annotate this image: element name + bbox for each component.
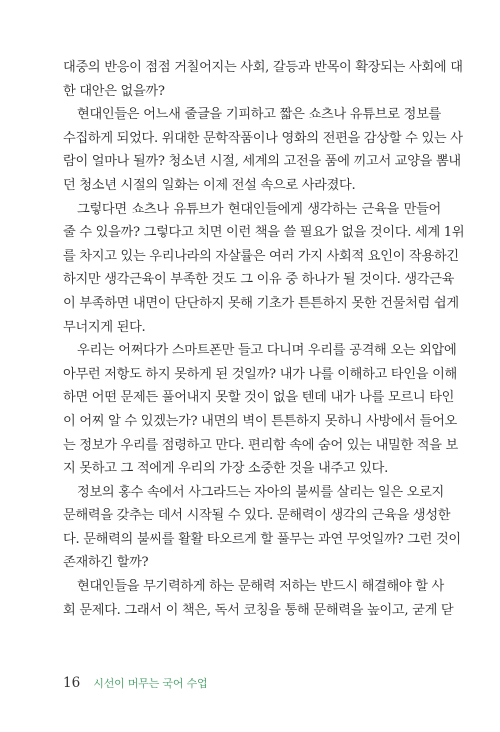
- text-line: 대중의 반응이 점점 거칠어지는 사회, 갈등과 반목이 확장되는 사회에 대: [63, 60, 463, 75]
- text-line: 현대인들은 어느새 줄글을 기피하고 짧은 쇼츠나 유튜브로 정보를: [77, 107, 441, 123]
- text-line: 문해력을 갖추는 데서 시작될 수 있다. 문해력이 생각의 근육을 생성한: [63, 508, 451, 524]
- text-line: 하지만 생각근육이 부족한 것도 그 이유 중 하나가 될 것이다. 생각근육: [63, 272, 455, 288]
- page-number: 16: [63, 675, 81, 691]
- body-text: [63, 56, 465, 622]
- text-line: 존재하긴 할까?: [63, 555, 149, 571]
- running-title: 시선이 머무는 국어 수업: [93, 677, 208, 690]
- text-line: 무너지게 된다.: [63, 319, 146, 335]
- text-line: 지 못하고 그 적에게 우리의 가장 소중한 것을 내주고 있다.: [63, 461, 389, 477]
- text-line: 아무런 저항도 하지 못하게 된 것일까? 내가 나를 이해하고 타인을 이해: [63, 366, 457, 382]
- text-line: 줄 수 있을까? 그렇다고 치면 이런 책을 쓸 필요가 없을 것이다. 세계 1위: [63, 225, 465, 241]
- page-footer: [63, 672, 207, 692]
- text-line: 하면 어떤 문제든 풀어내지 못할 것이 없을 텐데 내가 나를 모르니 타인: [63, 390, 455, 406]
- text-line: 이 어찌 알 수 있겠는가? 내면의 벽이 튼튼하지 못하니 사방에서 들어오: [63, 413, 457, 429]
- text-line: 수집하게 되었다. 위대한 문학작품이나 영화의 전편을 감상할 수 있는 사: [63, 130, 463, 146]
- text-line: 한 대안은 없을까?: [63, 83, 165, 99]
- text-line: 정보의 홍수 속에서 사그라드는 자아의 불씨를 살리는 일은 오로지: [77, 484, 444, 500]
- text-line: 현대인들을 무기력하게 하는 문해력 저하는 반드시 해결해야 할 사: [77, 579, 444, 595]
- text-line: 그렇다면 쇼츠나 유튜브가 현대인들에게 생각하는 근육을 만들어: [77, 201, 441, 217]
- text-line: 우리는 어쩌다가 스마트폰만 들고 다니며 우리를 공격해 오는 외압에: [77, 343, 457, 359]
- text-line: 던 청소년 시절의 일화는 이제 전설 속으로 사라졌다.: [63, 177, 356, 193]
- text-line: 람이 얼마나 될까? 청소년 시절, 세계의 고전을 품에 끼고서 교양을 뽐내: [63, 154, 461, 170]
- text-line: 다. 문해력의 불씨를 활활 타오르게 할 풀무는 과연 무엇일까? 그런 것이: [63, 531, 461, 547]
- text-line: 는 정보가 우리를 점령하고 만다. 편리함 속에 숨어 있는 내밀한 적을 보: [63, 437, 458, 453]
- text-line: 회 문제다. 그래서 이 책은, 독서 코칭을 통해 문해력을 높이고, 굳게 닫: [63, 602, 454, 618]
- text-line: 이 부족하면 내면이 단단하지 못해 기초가 튼튼하지 못한 건물처럼 쉽게: [63, 295, 459, 311]
- text-line: 를 차지고 있는 우리나라의 자살률은 여러 가지 사회적 요인이 작용하긴: [63, 248, 459, 264]
